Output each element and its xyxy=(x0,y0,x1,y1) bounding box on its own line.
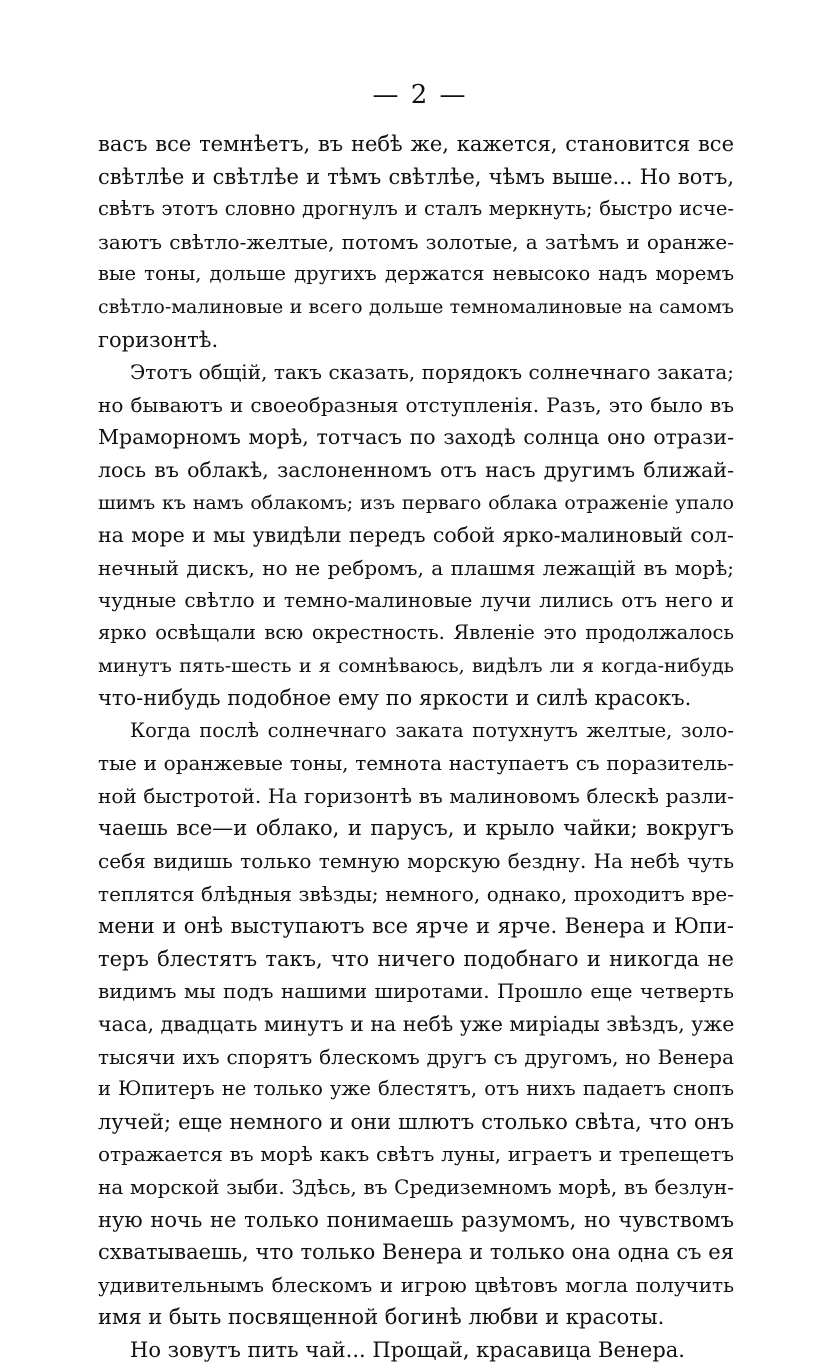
text-line: ную ночь не только понимаешь разумомъ, но чувствомъ xyxy=(98,1207,734,1232)
text-line: отражается въ морѣ какъ свѣтъ луны, играетъ и трепещетъ xyxy=(98,1142,734,1167)
text-line: но бываютъ и своеобразныя отступленія. Разъ, это было въ xyxy=(98,392,734,417)
text-line: вые тоны, дольше другихъ держатся невысоко надъ моремъ xyxy=(98,262,734,286)
text-line: шимъ къ намъ облакомъ; изъ перваго облака отраженіе упало xyxy=(98,491,734,514)
text-line: имя и быть посвященной богинѣ любви и красоты. xyxy=(98,1305,665,1330)
text-line: схватываешь, что только Венера и только она одна съ ея xyxy=(98,1240,734,1265)
text-line: на море и мы увидѣли передъ собой ярко-малиновый сол- xyxy=(98,523,734,548)
text-line: лось въ облакѣ, заслоненномъ отъ насъ другимъ ближай- xyxy=(98,457,734,482)
text-line: удивительнымъ блескомъ и игрою цвѣтовъ могла получить xyxy=(98,1272,734,1297)
text-line: Этотъ общій, такъ сказать, порядокъ солнечнаго заката; xyxy=(130,360,734,385)
paragraph-4 xyxy=(98,1334,734,1367)
text-line: чаешь все—и облако, и парусъ, и крыло чайки; вокругъ xyxy=(98,816,734,841)
text-line: минутъ пять-шесть и я сомнѣваюсь, видѣлъ ли я когда-нибудь xyxy=(98,654,734,677)
text-line: нечный дискъ, но не ребромъ, а плашмя лежащій въ морѣ; xyxy=(98,555,734,580)
text-line: свѣтъ этотъ словно дрогнулъ и сталъ меркнуть; быстро исче- xyxy=(98,197,734,221)
text-line: свѣтло-малиновые и всего дольше темномалиновые на самомъ xyxy=(98,295,734,318)
text-line: видимъ мы подъ нашими широтами. Прошло еще четверть xyxy=(98,979,734,1004)
text-line: мени и онѣ выступаютъ все ярче и ярче. Венера и Юпи- xyxy=(98,914,734,939)
text-line: тые и оранжевые тоны, темнота наступаетъ съ поразитель- xyxy=(98,751,734,776)
paragraph-1 xyxy=(98,128,734,356)
text-line: Когда послѣ солнечнаго заката потухнутъ желтые, золо- xyxy=(130,718,734,742)
text-line: себя видишь только темную морскую бездну. На небѣ чуть xyxy=(98,849,734,874)
text-line: часа, двадцать минутъ и на небѣ уже миріады звѣздъ, уже xyxy=(98,1012,734,1037)
text-line: теръ блестятъ такъ, что ничего подобнаго и никогда не xyxy=(98,946,734,971)
text-line: что-нибудь подобное ему по яркости и силѣ красокъ. xyxy=(98,686,692,711)
page-number: — 2 — xyxy=(372,80,468,110)
paragraph-3 xyxy=(98,715,734,1334)
text-line: и Юпитеръ не только уже блестятъ, отъ нихъ падаетъ снопъ xyxy=(98,1077,734,1101)
text-line: горизонтѣ. xyxy=(98,327,219,352)
text-line: лучей; еще немного и они шлютъ столько свѣта, что онъ xyxy=(98,1109,734,1134)
text-line: тысячи ихъ спорятъ блескомъ другъ съ другомъ, но Венера xyxy=(98,1044,734,1069)
text-line: чудные свѣтло и темно-малиновые лучи лились отъ него и xyxy=(98,588,734,613)
paragraph-2 xyxy=(98,356,734,715)
body-text xyxy=(98,128,734,1367)
text-line: ной быстротой. На горизонтѣ въ малиновомъ блескѣ разли- xyxy=(98,783,734,808)
text-line: теплятся блѣдныя звѣзды; немного, однако, проходитъ вре- xyxy=(98,881,734,906)
text-line: на морской зыби. Здѣсь, въ Средиземномъ морѣ, въ безлун- xyxy=(98,1175,734,1199)
text-line: васъ все темнѣетъ, въ небѣ же, кажется, становится все xyxy=(98,132,734,156)
text-line: ярко освѣщали всю окрестность. Явленіе это продолжалось xyxy=(98,620,734,644)
text-line: свѣтлѣе и свѣтлѣе и тѣмъ свѣтлѣе, чѣмъ выше... Но вотъ, xyxy=(98,164,734,189)
text-line: заютъ свѣтло-желтые, потомъ золотые, а затѣмъ и оранже- xyxy=(98,229,734,254)
text-line: Но зовутъ пить чай... Прощай, красавица Венера. xyxy=(130,1337,685,1362)
text-line: Мраморномъ морѣ, тотчасъ по заходѣ солнца оно отрази- xyxy=(98,425,734,450)
